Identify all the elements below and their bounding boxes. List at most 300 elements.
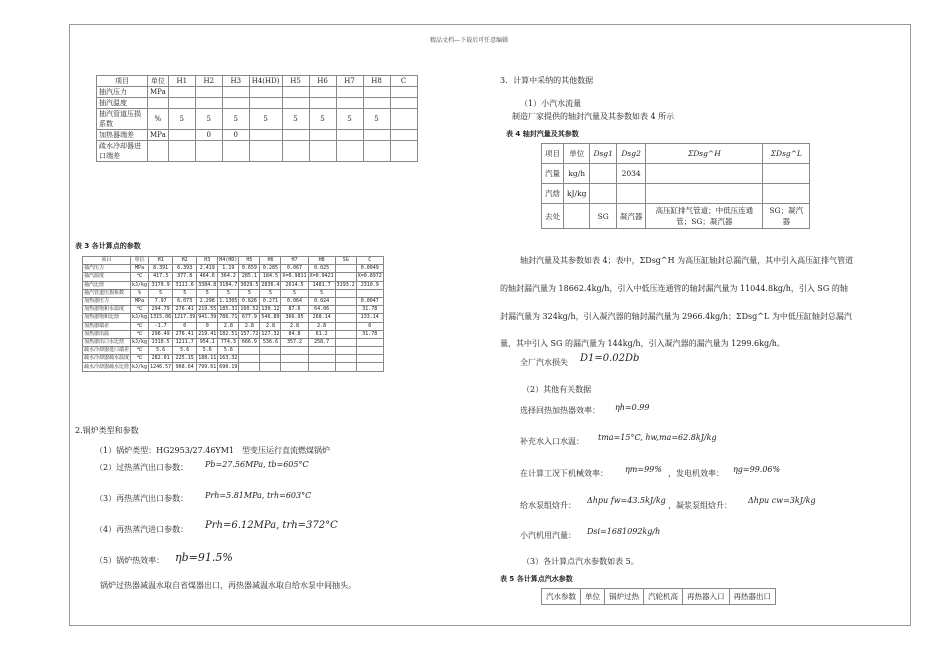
table3-cell: 786.71 bbox=[219, 314, 238, 321]
table3-row-label: 抽汽压力 bbox=[83, 265, 131, 273]
table3-cell: 2.8 bbox=[218, 322, 239, 330]
table3-cell: 3111.6 bbox=[173, 281, 197, 289]
table3-cell: 1310.5 bbox=[149, 338, 173, 346]
table4-cell: SG bbox=[590, 204, 616, 229]
table5-header-cell: 汽水参数 bbox=[542, 589, 581, 605]
table1-cell bbox=[363, 87, 390, 98]
para-2: 的轴封漏汽量为 18662.4kg/h，引入中低压连通管的轴封漏汽量为 11044.8kg/h，引入 SG 的轴 bbox=[500, 284, 848, 293]
table3-cell bbox=[335, 297, 356, 305]
table4-cell bbox=[763, 184, 810, 204]
table3-cell bbox=[239, 363, 260, 371]
table1-cell bbox=[363, 141, 390, 162]
table3-cell: 31.78 bbox=[356, 330, 383, 338]
section2-title: 2.锅炉类型和参数 bbox=[75, 426, 139, 435]
table3-cell: 0 bbox=[197, 322, 218, 330]
table5-caption: 表 5 各计算点汽水参数 bbox=[500, 575, 573, 583]
boiler-type: （1）锅炉类型：HG2953/27.46YM1 型变压运行直流燃煤锅炉 bbox=[95, 446, 330, 455]
table1-row bbox=[97, 109, 418, 130]
table3-cell bbox=[356, 363, 383, 371]
table3-cell: 276.41 bbox=[173, 330, 197, 338]
table3-cell: 690.19 bbox=[219, 363, 238, 370]
table4-row bbox=[542, 204, 810, 229]
table3-header-cell: H4(HD) bbox=[219, 257, 238, 264]
table3-cell bbox=[281, 355, 308, 363]
table3-cell: 296.49 bbox=[149, 330, 173, 338]
table3-cell bbox=[260, 347, 281, 355]
table3-cell: 2836.4 bbox=[261, 281, 280, 288]
table3-row-label: 加热器饱和比焓 bbox=[83, 314, 131, 322]
table3-cell: 5.6 bbox=[149, 347, 173, 355]
table3-cell: 282.01 bbox=[149, 355, 173, 363]
table4-cell: 高压缸排气管道；中低压连通管；SG；凝汽器 bbox=[646, 204, 763, 229]
table1-cell: 5 bbox=[222, 109, 249, 130]
boiler-note: 锅炉过热器减温水取自省煤器出口，再热器减温水取自给水泵中间抽头。 bbox=[100, 581, 356, 590]
table1-header-cell: 项目 bbox=[97, 76, 148, 87]
para-3: 封漏汽量为 324kg/h，引入凝汽器的轴封漏汽量为 2966.4kg/h；ΣDsg^L 为中低压缸轴封总漏汽 bbox=[500, 312, 852, 321]
table3-cell: 0.626 bbox=[239, 297, 260, 305]
table3-header-cell: H3 bbox=[197, 257, 218, 265]
table1-header-cell: H8 bbox=[363, 76, 390, 87]
table3-cell: X=0.8972 bbox=[357, 273, 382, 280]
table1-header-cell: H3 bbox=[222, 76, 249, 87]
table3-cell: 5 bbox=[281, 289, 308, 297]
table4-cell: 凝汽器 bbox=[616, 204, 646, 229]
table3-row-label: 加热器压力 bbox=[83, 297, 131, 305]
table1-cell bbox=[168, 98, 195, 109]
loss-value: D1=0.02Db bbox=[580, 353, 640, 364]
table3-cell bbox=[335, 289, 356, 297]
heater-eff-value: ηh=0.99 bbox=[615, 403, 650, 412]
table3-cell bbox=[356, 347, 383, 355]
makeup-value: tma=15°C, hw,ma=62.8kJ/kg bbox=[598, 433, 717, 442]
table3-cell: 6.073 bbox=[173, 297, 197, 305]
table3-cell: 133.14 bbox=[356, 314, 383, 322]
table3-cell: 2.419 bbox=[197, 265, 218, 273]
extraction-table-header bbox=[97, 76, 418, 87]
table3-cell: 774.3 bbox=[218, 338, 239, 346]
table3-cell: ℃ bbox=[131, 306, 149, 314]
table3-cell: 3179.9 bbox=[149, 281, 173, 289]
table3-row bbox=[83, 363, 384, 371]
table3-row-label: 抽汽温度 bbox=[83, 273, 131, 281]
table3-cell: 546.89 bbox=[261, 314, 280, 321]
table3-cell: kJ/kg bbox=[132, 314, 148, 321]
table3-cell: 968.64 bbox=[173, 363, 197, 371]
table3-cell bbox=[335, 265, 356, 273]
table1-unit-cell: MPa bbox=[148, 130, 169, 141]
table3-row-label: 疏水冷却器进口端差 bbox=[84, 347, 130, 354]
table1-header-cell: H5 bbox=[282, 76, 309, 87]
table3-cell bbox=[308, 363, 335, 371]
table4-row bbox=[542, 164, 810, 184]
table4-cell bbox=[590, 184, 616, 204]
table3-cell: 225.15 bbox=[173, 355, 197, 363]
table3-cell: 294.79 bbox=[149, 306, 173, 314]
table4-cell: kg/h bbox=[564, 164, 590, 184]
table1-cell bbox=[222, 98, 249, 109]
table4-header-cell: ΣDsg^L bbox=[763, 144, 810, 164]
table3-cell: 182.51 bbox=[219, 330, 238, 337]
table1-cell bbox=[249, 141, 282, 162]
table4-header-cell: 单位 bbox=[564, 144, 590, 164]
table1-cell bbox=[222, 141, 249, 162]
table3-cell: 184.5 bbox=[260, 273, 281, 281]
table3-cell: 130.12 bbox=[261, 306, 280, 313]
table1-cell bbox=[282, 141, 309, 162]
table3-cell: ℃ bbox=[131, 330, 149, 338]
table1-unit-cell bbox=[148, 98, 169, 109]
table3-cell: 268.14 bbox=[308, 314, 335, 322]
loss-label: 全厂汽水损失 bbox=[520, 358, 568, 367]
table1-cell bbox=[309, 87, 336, 98]
table3-cell: 219.41 bbox=[198, 330, 217, 337]
table1-cell bbox=[390, 98, 417, 109]
table3-cell: 3029.5 bbox=[240, 281, 259, 288]
table3-cell: 1.1305 bbox=[219, 298, 238, 305]
table3-cell: 61.2 bbox=[308, 330, 335, 338]
table1-row bbox=[97, 141, 418, 162]
table1-cell bbox=[168, 87, 195, 98]
table3-cell: 941.39 bbox=[198, 314, 217, 321]
table1-cell: 5 bbox=[363, 109, 390, 130]
table1-cell bbox=[195, 141, 222, 162]
table3-cell bbox=[335, 355, 356, 363]
table3-cell: 2310.9 bbox=[356, 281, 383, 289]
table3-cell: 5 bbox=[218, 289, 239, 297]
table3-cell: 1246.57 bbox=[150, 363, 172, 370]
table3-cell bbox=[356, 355, 383, 363]
table1-header-cell: C bbox=[390, 76, 417, 87]
table3-cell: 536.6 bbox=[260, 338, 281, 346]
seal-steam-table bbox=[541, 143, 810, 229]
table1-cell bbox=[282, 98, 309, 109]
table3-cell: 64.06 bbox=[308, 306, 335, 314]
table3-cell: 5 bbox=[260, 289, 281, 297]
table3-header-cell: H2 bbox=[173, 257, 197, 265]
table1-cell bbox=[390, 130, 417, 141]
extraction-table bbox=[96, 75, 418, 162]
table3-cell bbox=[239, 355, 260, 363]
table1-header-cell: H1 bbox=[168, 76, 195, 87]
table3-header bbox=[83, 257, 384, 265]
table1-row-label: 疏水冷却器进口端差 bbox=[97, 141, 148, 162]
table3-cell: 276.41 bbox=[173, 306, 197, 314]
s1-text: 制造厂家提供的轴封汽量及其参数如表 4 所示 bbox=[512, 112, 675, 121]
table3-cell: 185.31 bbox=[219, 306, 238, 313]
heater-eff-label: 选择回热加热器效率： bbox=[520, 406, 600, 415]
table3-row bbox=[83, 338, 384, 346]
table3-row-label: 疏水冷却器疏水温度 bbox=[84, 355, 130, 362]
table1-cell: 5 bbox=[249, 109, 282, 130]
table3-cell: 84.8 bbox=[281, 330, 308, 338]
table3-cell bbox=[260, 363, 281, 371]
table4-row-label: 去处 bbox=[542, 204, 564, 229]
table3-cell: ℃ bbox=[131, 355, 149, 363]
table3-cell bbox=[335, 363, 356, 371]
table3-cell: 31.78 bbox=[356, 306, 383, 314]
table3-cell: 0.659 bbox=[239, 265, 260, 273]
table1-cell bbox=[390, 87, 417, 98]
table5-header-cell: 锅炉过热 bbox=[605, 589, 644, 605]
table3-cell: 366.95 bbox=[281, 314, 308, 322]
table4-header-cell: 项目 bbox=[542, 144, 564, 164]
table1-cell bbox=[168, 141, 195, 162]
table3-cell: 3193.2 bbox=[336, 281, 355, 288]
table4-cell bbox=[564, 204, 590, 229]
s2-title: （2）其他有关数据 bbox=[522, 385, 592, 394]
table3-cell: ℃ bbox=[131, 322, 149, 330]
table3-cell: 2.298 bbox=[197, 297, 218, 305]
table3-cell: ℃ bbox=[131, 273, 149, 281]
calc-point-table bbox=[82, 256, 384, 372]
table3-cell: 0 bbox=[356, 322, 383, 330]
table3-header-cell: SG bbox=[335, 257, 356, 265]
table3-cell bbox=[308, 355, 335, 363]
table3-cell: 0.064 bbox=[281, 297, 308, 305]
superheat-label: （2）过热蒸汽出口参数： bbox=[95, 463, 189, 472]
table3-cell: 127.32 bbox=[261, 330, 280, 337]
table3-row bbox=[83, 314, 384, 322]
table3-cell: 1315.06 bbox=[150, 314, 172, 321]
table3-cell: 2.8 bbox=[281, 322, 308, 330]
table3-cell: 5 bbox=[239, 289, 260, 297]
table3-cell: 5 bbox=[173, 289, 197, 297]
table4-cell bbox=[763, 164, 810, 184]
table1-cell: 5 bbox=[168, 109, 195, 130]
table3-row bbox=[83, 297, 384, 305]
table3-cell bbox=[281, 363, 308, 371]
table3-cell: 357.2 bbox=[281, 338, 308, 346]
makeup-label: 补充水入口水温： bbox=[520, 437, 584, 446]
reheat-in-value: Prh=6.12MPa, trh=372°C bbox=[205, 520, 338, 531]
table3-cell: 8.391 bbox=[149, 265, 173, 273]
table1-cell bbox=[249, 87, 282, 98]
table3-cell: 5.6 bbox=[173, 347, 197, 355]
table3-header-cell: 单位 bbox=[131, 257, 149, 265]
table3-cell bbox=[335, 322, 356, 330]
table3-row-label: 抽汽比焓 bbox=[83, 281, 131, 289]
table1-cell bbox=[309, 141, 336, 162]
table1-cell bbox=[309, 130, 336, 141]
table3-cell: 5.6 bbox=[197, 347, 218, 355]
table3-cell: 5 bbox=[149, 289, 173, 297]
table3-cell: 2.8 bbox=[260, 322, 281, 330]
table1-row-label: 抽汽管道压损系数 bbox=[97, 109, 148, 130]
table3-row bbox=[83, 347, 384, 355]
fw-pump-value: Δhpu fw=43.5kJ/kg bbox=[587, 496, 666, 505]
mech-eff-value: ηm=99% bbox=[625, 465, 662, 474]
table3-row-label: 加热器出温 bbox=[83, 330, 131, 338]
table3-cell: 0.025 bbox=[308, 265, 335, 273]
table1-row bbox=[97, 98, 418, 109]
table3-cell: 1211.7 bbox=[173, 338, 197, 346]
table3-cell bbox=[335, 338, 356, 346]
table3-cell: 157.72 bbox=[240, 330, 259, 337]
table4-cell bbox=[590, 164, 616, 184]
table3-row-label: 抽汽管道压损系数 bbox=[83, 289, 131, 297]
table1-header-cell: 单位 bbox=[148, 76, 169, 87]
table3-cell: 285.1 bbox=[239, 273, 260, 281]
table3-cell: 7.97 bbox=[149, 297, 173, 305]
table3-header-cell: 项目 bbox=[83, 257, 131, 265]
para-1: 轴封汽量及其参数如表 4；表中，ΣDsg^H 为高压缸轴封总漏汽量，其中引入高压缸排气管道 bbox=[520, 256, 854, 265]
efficiency-value: ηb=91.5% bbox=[175, 551, 233, 564]
table3-row-label: 加热器端差 bbox=[83, 322, 131, 330]
table3-header-cell: H7 bbox=[281, 257, 308, 265]
table3-cell: X=0.9811 bbox=[282, 273, 307, 280]
table3-row bbox=[83, 289, 384, 297]
table3-cell: 2614.5 bbox=[281, 281, 308, 289]
table3-cell: 464.6 bbox=[197, 273, 218, 281]
para-4: 量，其中引入 SG 的漏汽量为 144kg/h，引入凝汽器的漏汽量为 1299.6kg/h。 bbox=[500, 339, 785, 348]
table3-cell bbox=[335, 273, 356, 281]
turbine-steam-label: 小汽机用汽量： bbox=[520, 531, 576, 540]
table3-row bbox=[83, 322, 384, 330]
table1-cell bbox=[282, 87, 309, 98]
table5-header-cell: 汽轮机高 bbox=[644, 589, 683, 605]
table3-header-cell: C bbox=[356, 257, 383, 265]
table3-cell: 0.024 bbox=[308, 297, 335, 305]
table3-cell: 1481.7 bbox=[308, 281, 335, 289]
table4-row-label: 汽焓 bbox=[542, 184, 564, 204]
table5-header-cell: 单位 bbox=[581, 589, 605, 605]
table3-cell: ℃ bbox=[131, 347, 149, 355]
table3-caption: 表 3 各计算点的参数 bbox=[75, 242, 141, 250]
table1-cell bbox=[195, 87, 222, 98]
cw-pump-label: ，凝浆泵组焓升： bbox=[668, 501, 732, 510]
table1-header-cell: H7 bbox=[336, 76, 363, 87]
table3-row-label: 加热器饱和水温度 bbox=[83, 306, 131, 314]
turbine-steam-value: Dsi=1681092kg/h bbox=[587, 527, 661, 536]
table4-row-label: 汽量 bbox=[542, 164, 564, 184]
table3-row-label: 疏水冷却器疏水比焓 bbox=[84, 363, 130, 370]
gen-eff-value: ηg=99.06% bbox=[733, 465, 781, 474]
table1-row-label: 加热器端差 bbox=[97, 130, 148, 141]
table3-cell bbox=[281, 347, 308, 355]
reheat-out-value: Prh=5.81MPa, trh=603°C bbox=[205, 491, 312, 500]
table5-header-cell: 再热器出口 bbox=[729, 589, 776, 605]
table4-cell: kJ/kg bbox=[564, 184, 590, 204]
table1-header-cell: H6 bbox=[309, 76, 336, 87]
table3-cell: MPa bbox=[131, 265, 149, 273]
table3-cell bbox=[335, 314, 356, 322]
table4-cell bbox=[646, 164, 763, 184]
table3-row bbox=[83, 273, 384, 281]
table1-cell bbox=[363, 130, 390, 141]
table3-cell: 5 bbox=[308, 289, 335, 297]
table4-header-cell: ΣDsg^H bbox=[646, 144, 763, 164]
table1-cell: 5 bbox=[282, 109, 309, 130]
table3-cell: 364.2 bbox=[218, 273, 239, 281]
table1-header-cell: H2 bbox=[195, 76, 222, 87]
reheat-in-label: （4）再热蒸汽进口参数： bbox=[95, 525, 189, 534]
table4-cell bbox=[646, 184, 763, 204]
table3-cell: 2.8 bbox=[308, 322, 335, 330]
table1-cell: 5 bbox=[336, 109, 363, 130]
table1-cell bbox=[222, 87, 249, 98]
table1-cell bbox=[309, 98, 336, 109]
table4-cell: 2034 bbox=[616, 164, 646, 184]
table3-cell: 417.3 bbox=[149, 273, 173, 281]
table1-cell bbox=[336, 98, 363, 109]
table3-header-cell: H5 bbox=[239, 257, 260, 265]
table3-cell: kJ/kg bbox=[132, 363, 148, 370]
table1-cell bbox=[390, 109, 417, 130]
table1-cell bbox=[168, 130, 195, 141]
table1-header-cell: H4(HD) bbox=[249, 76, 282, 87]
table3-row bbox=[83, 306, 384, 314]
table1-row bbox=[97, 87, 418, 98]
reheat-out-label: （3）再热蒸汽出口参数： bbox=[95, 494, 189, 503]
table1-cell bbox=[336, 87, 363, 98]
table3-cell bbox=[335, 330, 356, 338]
table3-cell: 0 bbox=[173, 322, 197, 330]
table1-cell: 5 bbox=[195, 109, 222, 130]
table3-cell: 0.271 bbox=[260, 297, 281, 305]
table3-cell bbox=[356, 338, 383, 346]
table3-cell: 219.55 bbox=[198, 306, 217, 313]
table3-cell: 5 bbox=[197, 289, 218, 297]
table3-header-cell: H8 bbox=[308, 257, 335, 265]
table4-cell: SG；凝汽器 bbox=[763, 204, 810, 229]
table1-unit-cell: % bbox=[148, 109, 169, 130]
table1-cell: 0 bbox=[195, 130, 222, 141]
table3-cell: % bbox=[131, 289, 149, 297]
table1-unit-cell: MPa bbox=[148, 87, 169, 98]
table3-cell: -1.7 bbox=[149, 322, 173, 330]
table3-cell: 163.32 bbox=[219, 355, 238, 362]
table4-header-cell: Dsg2 bbox=[616, 144, 646, 164]
table3-cell: kJ/kg bbox=[132, 338, 148, 345]
table5-header-cell: 再热器入口 bbox=[683, 589, 730, 605]
table3-cell bbox=[260, 355, 281, 363]
table1-row-label: 抽汽温度 bbox=[97, 98, 148, 109]
table4-caption: 表 4 轴封汽量及其参数 bbox=[506, 130, 579, 138]
table3-cell: 2.8 bbox=[239, 322, 260, 330]
table3-cell: kJ/kg bbox=[132, 281, 148, 288]
steam-param-table bbox=[541, 588, 776, 605]
table1-cell: 5 bbox=[309, 109, 336, 130]
table4-header-cell: Dsg1 bbox=[590, 144, 616, 164]
table3-cell: 799.61 bbox=[198, 363, 217, 370]
table3-cell: 5.6 bbox=[218, 347, 239, 355]
table3-cell bbox=[335, 347, 356, 355]
table1-cell bbox=[249, 130, 282, 141]
table3-cell: 1.19 bbox=[218, 265, 239, 273]
table3-cell: 377.8 bbox=[173, 273, 197, 281]
section3-title: 3．计算中采纳的其他数据 bbox=[500, 76, 594, 85]
table3-cell: 677.9 bbox=[239, 314, 260, 322]
table3-cell: 0.067 bbox=[281, 265, 308, 273]
table3-cell: 6.393 bbox=[173, 265, 197, 273]
table3-cell bbox=[356, 289, 383, 297]
table3-cell: 258.7 bbox=[308, 338, 335, 346]
table3-header-cell: H6 bbox=[260, 257, 281, 265]
table3-cell: 0.0047 bbox=[356, 297, 383, 305]
table3-cell: 954.1 bbox=[197, 338, 218, 346]
table3-cell bbox=[308, 347, 335, 355]
table1-cell bbox=[249, 98, 282, 109]
table1-cell: 0 bbox=[222, 130, 249, 141]
table3-row-label: 加热器出口水比焓 bbox=[83, 338, 131, 346]
s1-title: （1）小汽水流量 bbox=[520, 99, 582, 108]
table3-row bbox=[83, 265, 384, 273]
table1-cell bbox=[390, 141, 417, 162]
table3-row bbox=[83, 330, 384, 338]
table1-cell bbox=[336, 130, 363, 141]
table1-cell bbox=[363, 98, 390, 109]
table3-cell: 0.0049 bbox=[356, 265, 383, 273]
